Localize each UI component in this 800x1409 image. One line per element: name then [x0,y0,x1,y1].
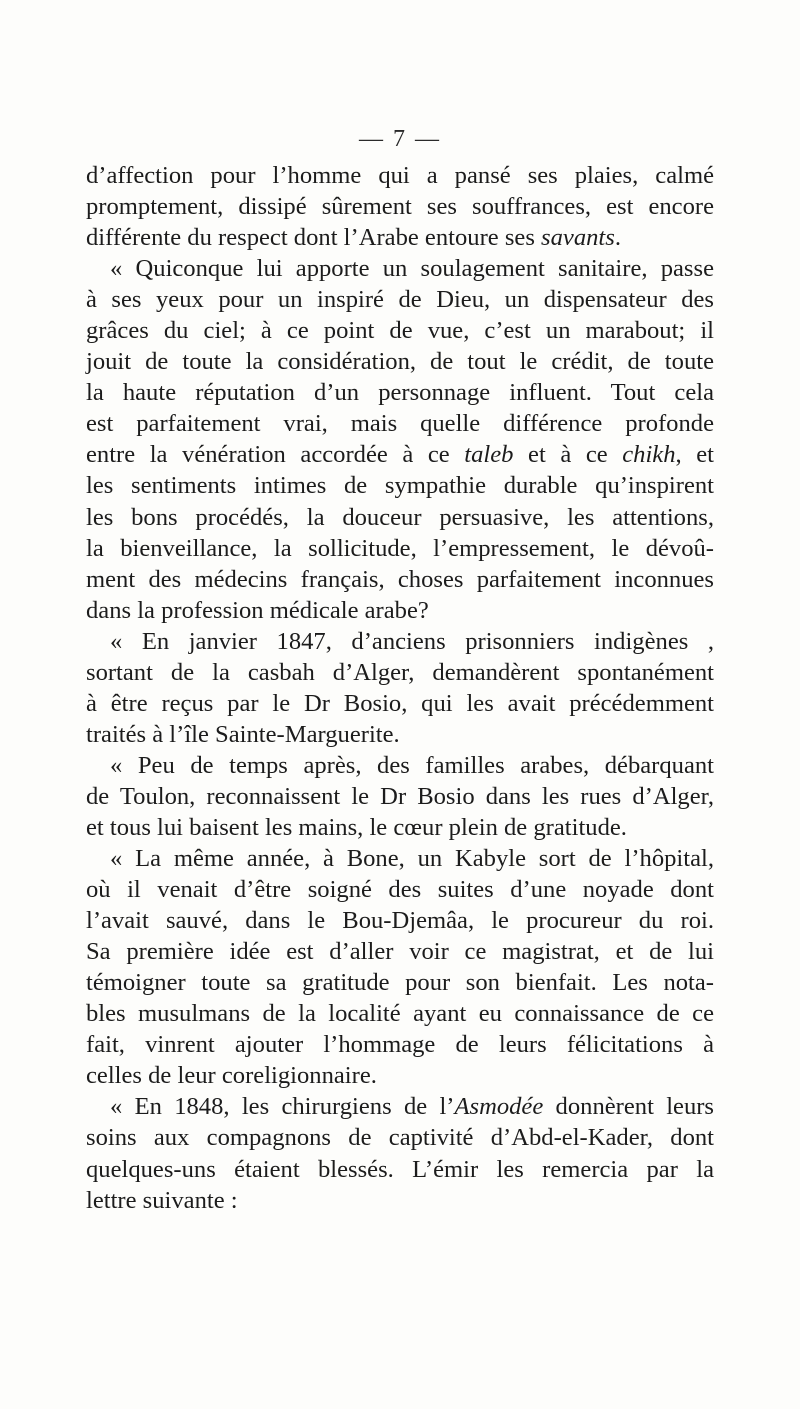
text-line: « Quiconque lui apporte un soulagement sanitaire, passe [110,255,714,283]
text-line: traités à l’île Sainte-Marguerite. [86,720,400,748]
italic-word: Asmodée [454,1093,544,1121]
text-line: bles musulmans de la localité ayant eu connaissance de ce [86,1000,714,1028]
text-line: l’avait sauvé, dans le Bou-Djemâa, le procureur du roi. [86,907,714,935]
text-line: dans la profession médicale arabe? [86,596,429,624]
text-line: d’affection pour l’homme qui a pansé ses plaies, calmé [86,162,714,189]
text-line: et tous lui baisent les mains, le cœur plein de gratitude. [86,813,627,841]
text-line: « En 1848, les chirurgiens de l’Asmodée donnèrent leurs [110,1093,715,1121]
text-line: quelques-uns étaient blessés. L’émir les remercia par la [86,1155,714,1183]
text-line: la bienveillance, la sollicitude, l’empressement, le dévoû- [86,534,714,562]
italic-word: savants [541,224,615,252]
text-line: soins aux compagnons de captivité d’Abd-el-Kader, dont [86,1124,714,1152]
italic-word: taleb [464,441,514,469]
text-line: à être reçus par le Dr Bosio, qui les avait précédemment [86,689,714,717]
text-line: promptement, dissipé sûrement ses souffrances, est encore [86,193,714,221]
text-line: sortant de la casbah d’Alger, demandèrent spontanément [86,658,714,686]
text-line: celles de leur coreligionnaire. [86,1062,377,1090]
text-line: « Peu de temps après, des familles arabes, débarquant [110,751,714,779]
text-line: les sentiments intimes de sympathie durable qu’inspirent [86,472,714,500]
text-line: les bons procédés, la douceur persuasive, les attentions, [86,503,714,531]
text-line: à ses yeux pour un inspiré de Dieu, un dispensateur des [86,286,714,314]
text-line: ment des médecins français, choses parfaitement inconnues [86,565,714,593]
text-line: témoigner toute sa gratitude pour son bienfait. Les nota- [86,969,714,997]
text-line: différente du respect dont l’Arabe entoure ses savants. [86,224,621,252]
body-text [86,160,714,1216]
text-line: Sa première idée est d’aller voir ce magistrat, et de lui [86,938,714,966]
italic-word: chikh [622,441,676,469]
text-line: de Toulon, reconnaissent le Dr Bosio dans les rues d’Alger, [86,782,714,810]
text-line: est parfaitement vrai, mais quelle différence profonde [86,410,714,438]
text-line: grâces du ciel; à ce point de vue, c’est un marabout; il [86,317,714,345]
text-line: « La même année, à Bone, un Kabyle sort de l’hôpital, [110,845,714,873]
text-line: où il venait d’être soigné des suites d’une noyade dont [86,876,714,904]
page-number: — 7 — [359,126,441,152]
text-line: la haute réputation d’un personnage influent. Tout cela [86,379,714,407]
text-line: « En janvier 1847, d’anciens prisonniers indigènes , [110,627,714,655]
text-line: lettre suivante : [86,1186,238,1214]
text-line: jouit de toute la considération, de tout le crédit, de toute [86,348,714,376]
text-line: entre la vénération accordée à ce taleb et à ce chikh, et [86,441,715,469]
text-line: fait, vinrent ajouter l’hommage de leurs félicitations à [86,1031,714,1059]
